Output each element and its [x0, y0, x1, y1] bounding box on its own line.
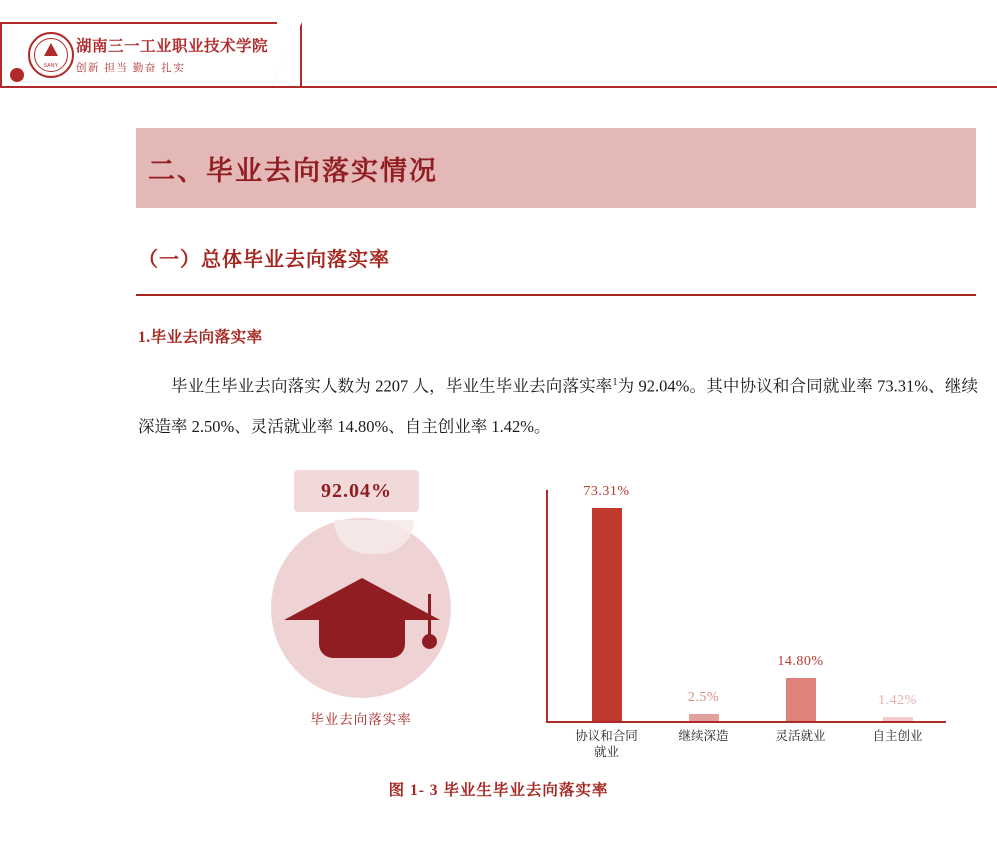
figure-block: [136, 468, 976, 798]
x-axis-category-2: 继续深造: [678, 729, 729, 743]
header-tab-slant-inner: [272, 25, 300, 86]
graduation-cap-tassel-icon: [428, 594, 431, 638]
logo-text: SANY: [43, 63, 59, 69]
paragraph-part-1: 毕业生毕业去向落实人数为 2207 人，毕业生毕业去向落实率: [171, 376, 613, 396]
bar-value-label-4: 1.42%: [878, 693, 917, 708]
bar-3: [786, 678, 816, 721]
header-rule: [0, 86, 997, 88]
bar-value-label-2: 2.5%: [687, 690, 720, 705]
graduation-cap-tassel-knot: [422, 634, 437, 649]
header-dot-decoration: [10, 68, 24, 82]
item-title: 1.毕业去向落实率: [138, 329, 263, 346]
y-axis: [546, 490, 548, 722]
school-motto: 创新 担当 勤奋 扎实: [76, 62, 186, 74]
x-axis-category-4: 自主创业: [872, 729, 923, 743]
illustration-caption: 毕业去向落实率: [310, 712, 412, 727]
graduation-cap-base: [319, 620, 405, 658]
subsection-title: （一）总体毕业去向落实率: [138, 249, 390, 271]
section-title: 二、毕业去向落实情况: [148, 155, 438, 186]
subsection-divider: [136, 294, 976, 296]
body-paragraph: [138, 363, 978, 447]
graduation-cap-icon: [284, 578, 440, 620]
bar-value-label-3: 14.80%: [777, 654, 824, 669]
bar-4: [883, 717, 913, 721]
x-axis: [546, 721, 946, 723]
x-axis-category-1: 协议和合同 就业: [575, 729, 638, 759]
section-banner: [136, 128, 976, 208]
graduation-rate-value: 92.04%: [294, 470, 419, 512]
paragraph-part-2: 为 92.04%。其中协议和合同就业率 73.31%、继续深造率 2.50%、灵活就业率 14.80%、自主创业率 1.42%。: [138, 376, 979, 436]
figure-caption: 图 1- 3 毕业生毕业去向落实率: [388, 782, 609, 799]
bar-1: [592, 508, 622, 721]
footnote-marker: 1: [612, 377, 618, 388]
school-name: 湖南三一工业职业技术学院: [76, 38, 269, 55]
x-axis-category-3: 灵活就业: [775, 729, 826, 743]
bar-value-label-1: 73.31%: [583, 484, 630, 499]
school-logo-icon: [28, 32, 74, 78]
bar-2: [689, 714, 719, 721]
bar-chart: [496, 480, 966, 770]
page-header: [0, 0, 997, 88]
